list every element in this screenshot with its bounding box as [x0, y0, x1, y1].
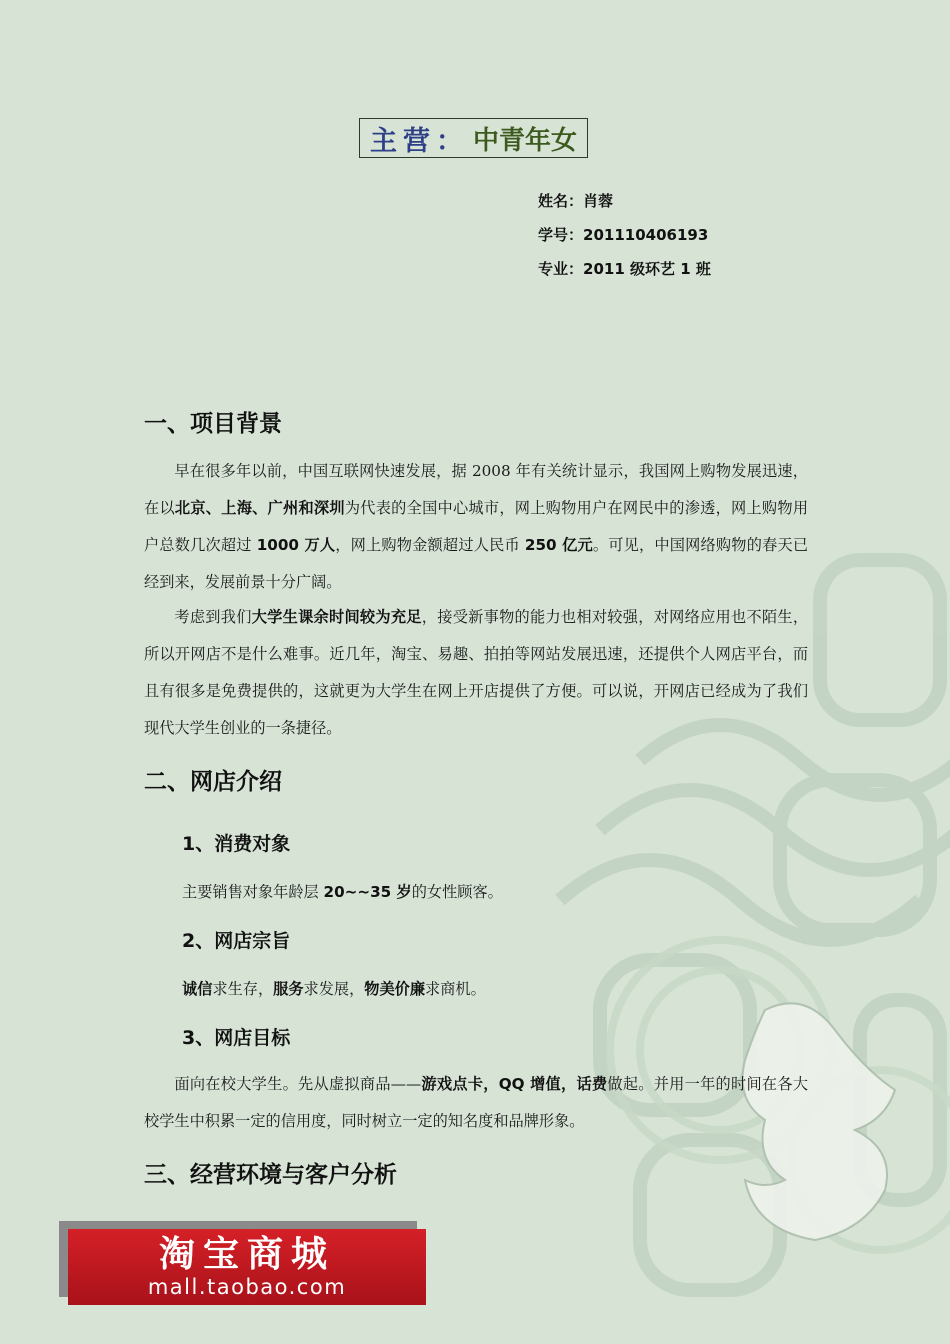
title-main: 中青年女: [472, 125, 577, 156]
purpose-text: 诚信求生存，服务求发展，物美价廉求商机。: [182, 980, 486, 998]
background-paragraph-2: 考虑到我们大学生课余时间较为充足，接受新事物的能力也相对较强，对网络应用也不陌生，所以开网店不是什么难事。近几年，淘宝、易趣、拍拍等网站发展迅速，还提供个人网店平台，而且有很多是免费提供的，这就更为大学生在网上开店提供了方便。可以说，开网店已经成为了我们现代大学生创业的一条捷径。: [144, 608, 809, 737]
goals-text: 面向在校大学生。先从虚拟商品——游戏点卡，QQ 增值，话费做起。并用一年的时间在各大校学生中积累一定的信用度，同时树立一定的知名度和品牌形象。: [144, 1075, 809, 1130]
major-label: 专业：: [538, 260, 584, 278]
logo-url-text: mall.taobao.com: [147, 1275, 347, 1299]
title-lead: 主营：: [369, 125, 469, 157]
subheading-purpose: 2、网店宗旨: [182, 930, 291, 952]
highlight-virtual-goods: 游戏点卡，QQ 增值，话费: [421, 1075, 608, 1093]
student-id-label: 学号：: [538, 226, 584, 244]
background-paragraph-1: 早在很多年以前，中国互联网快速发展，据 2008 年有关统计显示，我国网上购物发展迅速，在以北京、上海、广州和深圳为代表的全国中心城市，网上购物用户在网民中的渗透，网上购物用户总数几次超过 1000 万人，网上购物金额超过人民币 250 亿元。可见，中国网络购物的春天已经到来，发展前景十分广阔。: [144, 462, 809, 591]
highlight-age-range: 20~~35 岁: [323, 883, 412, 901]
major-line: [538, 258, 711, 279]
consumers-text: 主要销售对象年龄层 20~~35 岁的女性顾客。: [182, 883, 503, 901]
subheading-goals: 3、网店目标: [182, 1027, 291, 1049]
student-id-value: 201110406193: [583, 226, 709, 244]
name-label: 姓名：: [538, 192, 584, 210]
subheading-consumers: 1、消费对象: [182, 833, 291, 855]
section-heading-background: 一、项目背景: [144, 411, 282, 437]
section-heading-shop-intro: 二、网店介绍: [144, 769, 282, 795]
tmall-logo: [68, 1229, 426, 1305]
major-value: 2011 级环艺 1 班: [583, 260, 711, 278]
highlight-student-time: 大学生课余时间较为充足: [251, 608, 422, 626]
name-line: [538, 190, 613, 211]
student-id-line: [538, 224, 708, 245]
document-title: [359, 118, 588, 158]
name-value: 肖蓉: [583, 192, 614, 210]
highlight-cities: 北京、上海、广州和深圳: [174, 499, 345, 517]
highlight-users: 1000 万人: [256, 536, 336, 554]
logo-chinese-text: 淘宝商城: [158, 1234, 335, 1275]
highlight-amount: 250 亿元: [524, 536, 593, 554]
section-heading-environment: 三、经营环境与客户分析: [144, 1162, 397, 1188]
